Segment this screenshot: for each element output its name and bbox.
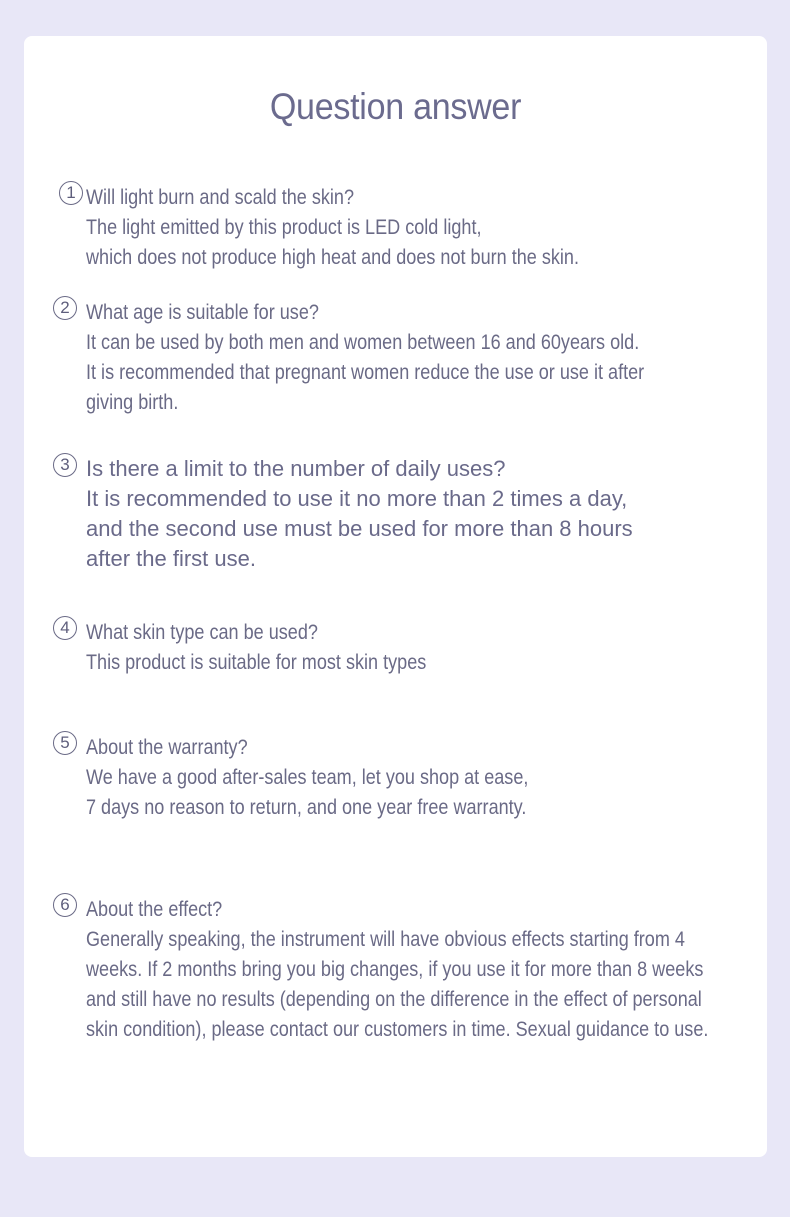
faq-answer-line: The light emitted by this product is LED cold light,: [86, 216, 482, 239]
faq-text: [86, 895, 708, 1045]
faq-answer-line: Generally speaking, the instrument will have obvious effects starting from 4: [86, 928, 685, 951]
faq-answer-line: This product is suitable for most skin types: [86, 651, 427, 674]
faq-text: [86, 733, 528, 823]
item-number-badge: 5: [53, 731, 77, 755]
item-number-badge: 6: [53, 893, 77, 917]
faq-answer-line: It is recommended to use it no more than 2 times a day,: [86, 486, 628, 511]
faq-answer-line: after the first use.: [86, 546, 256, 571]
item-number-badge: 3: [53, 453, 77, 477]
faq-answer-line: skin condition), please contact our customers in time. Sexual guidance to use.: [86, 1018, 709, 1041]
faq-answer-line: giving birth.: [86, 391, 179, 414]
faq-text: [86, 618, 426, 678]
faq-question: Will light burn and scald the skin?: [86, 186, 355, 209]
faq-question: What age is suitable for use?: [86, 301, 319, 324]
faq-answer-line: It can be used by both men and women between 16 and 60years old.: [86, 331, 640, 354]
faq-card: [24, 36, 767, 1157]
item-number-badge: 1: [59, 181, 83, 205]
faq-answer-line: and still have no results (depending on the difference in the effect of personal: [86, 988, 702, 1011]
faq-question: What skin type can be used?: [86, 621, 318, 644]
faq-text: [86, 183, 579, 273]
item-number-badge: 2: [53, 296, 77, 320]
faq-text: [86, 454, 633, 574]
faq-question: About the effect?: [86, 898, 223, 921]
faq-question: Is there a limit to the number of daily uses?: [86, 456, 506, 481]
item-number-badge: 4: [53, 616, 77, 640]
faq-answer-line: We have a good after-sales team, let you shop at ease,: [86, 766, 529, 789]
faq-answer-line: which does not produce high heat and does not burn the skin.: [86, 246, 579, 269]
faq-answer-line: It is recommended that pregnant women reduce the use or use it after: [86, 361, 645, 384]
page-title: Question answer: [269, 86, 522, 127]
faq-answer-line: and the second use must be used for more than 8 hours: [86, 516, 633, 541]
faq-answer-line: 7 days no reason to return, and one year free warranty.: [86, 796, 527, 819]
faq-text: [86, 298, 644, 418]
faq-question: About the warranty?: [86, 736, 248, 759]
faq-answer-line: weeks. If 2 months bring you big changes, if you use it for more than 8 weeks: [86, 958, 704, 981]
